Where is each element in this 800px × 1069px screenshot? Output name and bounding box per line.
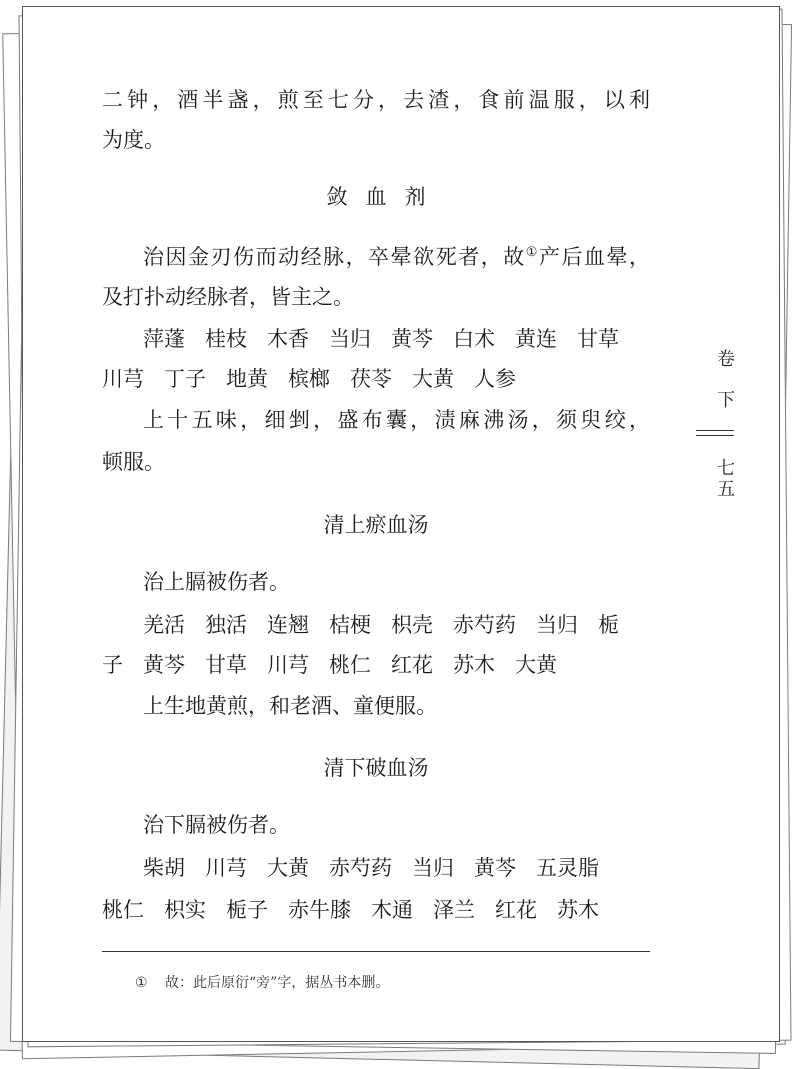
herb-item: 桂枝	[205, 327, 247, 351]
herb-item: 连翘	[267, 613, 309, 637]
section-heading: 清下破血汤	[323, 756, 429, 780]
herb-list	[143, 853, 703, 883]
herb-list	[102, 895, 662, 925]
section-heading: 清上瘀血汤	[323, 513, 429, 537]
paragraph-line: 上生地黄煎，和老酒、童便服。	[143, 694, 437, 718]
text-line: 为度。	[102, 128, 165, 152]
herb-item: 桔梗	[329, 613, 371, 637]
herb-list	[143, 610, 703, 640]
herb-item: 赤芍药	[329, 856, 392, 880]
herb-item: 大黄	[515, 653, 557, 677]
herb-item: 槟榔	[288, 367, 330, 391]
herb-item: 赤牛膝	[288, 898, 351, 922]
herb-item: 黄芩	[474, 856, 516, 880]
herb-item: 桃仁	[102, 898, 144, 922]
herb-item: 川芎	[102, 367, 144, 391]
herb-item: 茯苓	[350, 367, 392, 391]
herb-item: 柴胡	[143, 856, 185, 880]
herb-item: 当归	[412, 856, 454, 880]
herb-item: 大黄	[412, 367, 454, 391]
herb-item: 黄芩	[391, 327, 433, 351]
herb-item: 五灵脂	[536, 856, 599, 880]
paragraph-text: 治因金刃伤而动经脉，卒晕欲死者，故	[143, 245, 526, 269]
herb-item: 当归	[329, 327, 371, 351]
herb-item: 甘草	[577, 327, 619, 351]
footnote-divider	[102, 951, 650, 952]
side-divider	[696, 430, 734, 436]
herb-item: 甘草	[205, 653, 247, 677]
paragraph-line: 及打扑动经脉者，皆主之。	[102, 285, 354, 309]
footnote-marker: ①	[525, 245, 539, 260]
section-heading: 敛血剂	[326, 185, 444, 209]
herb-item: 白术	[453, 327, 495, 351]
volume-label-2: 下	[717, 390, 735, 411]
herb-item: 红花	[495, 898, 537, 922]
footnote-text: 故：此后原衍“旁”字，据丛书本删。	[165, 975, 390, 991]
paragraph-line: 治上膈被伤者。	[143, 570, 290, 594]
herb-item: 木通	[371, 898, 413, 922]
herb-item: 黄连	[515, 327, 557, 351]
paragraph-text: 产后血晕，	[538, 245, 650, 269]
herb-item: 萍蓬	[143, 327, 185, 351]
herb-item: 羌活	[143, 613, 185, 637]
herb-item: 黄芩	[143, 653, 185, 677]
page-number-1: 七	[717, 458, 735, 479]
herb-item: 枳壳	[391, 613, 433, 637]
volume-label-1: 卷	[717, 349, 735, 370]
herb-list	[102, 364, 662, 394]
herb-item: 桃仁	[329, 653, 371, 677]
herb-list	[143, 324, 703, 354]
herb-item: 枳实	[164, 898, 206, 922]
herb-item: 川芎	[267, 653, 309, 677]
herb-item: 人参	[474, 367, 516, 391]
herb-item: 大黄	[267, 856, 309, 880]
herb-item: 苏木	[453, 653, 495, 677]
herb-item: 泽兰	[433, 898, 475, 922]
herb-item: 木香	[267, 327, 309, 351]
herb-item: 丁子	[164, 367, 206, 391]
paragraph-line: 上十五味，细剉，盛布囊，渍麻沸汤，须臾绞，	[143, 408, 650, 432]
herb-list	[102, 650, 662, 680]
document-page	[22, 6, 780, 1042]
herb-item: 当归	[536, 613, 578, 637]
paragraph-line	[143, 242, 650, 272]
herb-item: 川芎	[205, 856, 247, 880]
footnote-number: ①	[135, 975, 148, 991]
herb-item: 栀子	[226, 898, 268, 922]
paragraph-line: 顿服。	[102, 450, 165, 474]
herb-item: 赤芍药	[453, 613, 516, 637]
herb-item: 子	[102, 653, 123, 677]
text-line: 二钟，酒半盏，煎至七分，去渣，食前温服，以利	[102, 88, 650, 112]
page-number-2: 五	[717, 479, 735, 500]
herb-item: 独活	[205, 613, 247, 637]
herb-item: 苏木	[557, 898, 599, 922]
herb-item: 红花	[391, 653, 433, 677]
paragraph-line: 治下膈被伤者。	[143, 813, 290, 837]
herb-item: 地黄	[226, 367, 268, 391]
herb-item: 栀	[598, 613, 619, 637]
